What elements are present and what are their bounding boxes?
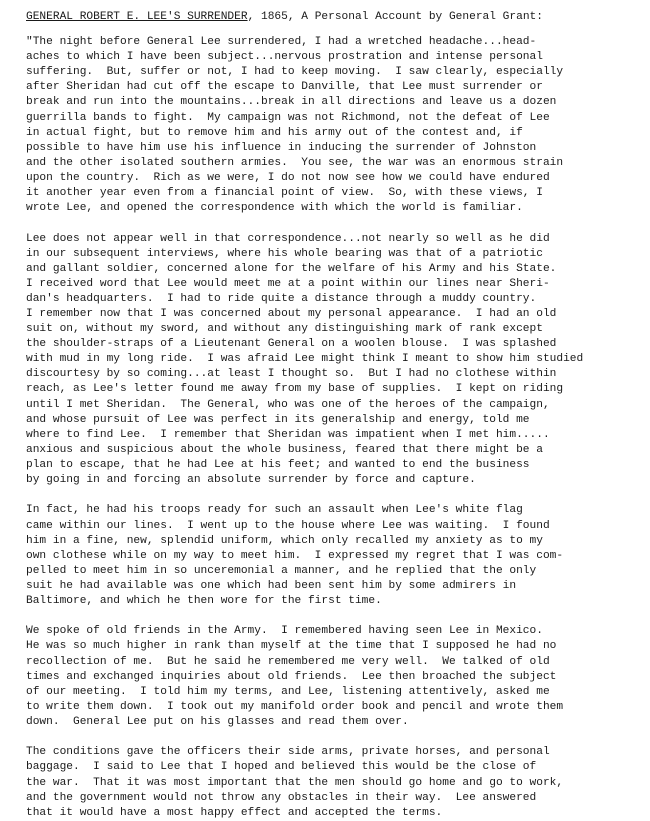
heading-subtitle: , 1865, A Personal Account by General Grant: xyxy=(247,11,543,23)
text-line: In fact, he had his troops ready for such an assault when Lee's white flag xyxy=(26,504,523,517)
text-line: Baltimore, and which he then wore for the first time. xyxy=(26,594,382,607)
document-body xyxy=(26,35,636,821)
text-line: possible to have him use his influence in inducing the surrender of Johnston xyxy=(26,141,537,154)
text-line: break and run into the mountains...break in all directions and leave us a dozen xyxy=(26,96,557,109)
text-line: pelled to meet him in so unceremonial a manner, and he replied that the only xyxy=(26,564,537,577)
text-line: and the government would not throw any obstacles in their way. Lee answered xyxy=(26,791,537,804)
text-line: aches to which I have been subject...nervous prostration and intense personal xyxy=(26,51,543,64)
text-line: suit on, without my sword, and without any distinguishing mark of rank except xyxy=(26,323,543,336)
text-line: reach, as Lee's letter found me away from my base of supplies. I kept on riding xyxy=(26,383,564,396)
text-line: dan's headquarters. I had to ride quite a distance through a muddy country. xyxy=(26,292,537,305)
text-line: that it would have a most happy effect and accepted the terms. xyxy=(26,806,443,819)
text-line: wrote Lee, and opened the correspondence with which the world is familiar. xyxy=(26,202,523,215)
paragraph xyxy=(26,745,636,820)
text-line: where to find Lee. I remember that Sheridan was impatient when I met him..... xyxy=(26,428,550,441)
text-line: came within our lines. I went up to the house where Lee was waiting. I found xyxy=(26,519,550,532)
text-line: We spoke of old friends in the Army. I remembered having seen Lee in Mexico. xyxy=(26,625,543,638)
text-line: and whose pursuit of Lee was perfect in its generalship and energy, told me xyxy=(26,413,530,426)
text-line: recollection of me. But he said he remembered me very well. We talked of old xyxy=(26,655,550,668)
text-line: and gallant soldier, concerned alone for the welfare of his Army and his State. xyxy=(26,262,557,275)
heading-title: GENERAL ROBERT E. LEE'S SURRENDER xyxy=(26,11,248,23)
text-line: I remember now that I was concerned about my personal appearance. I had an old xyxy=(26,307,557,320)
text-line: The conditions gave the officers their side arms, private horses, and personal xyxy=(26,746,550,759)
text-line: with mud in my long ride. I was afraid Lee might think I meant to show him studied xyxy=(26,353,584,366)
text-line: in our subsequent interviews, where his whole bearing was that of a patriotic xyxy=(26,247,543,260)
text-line: Lee does not appear well in that correspondence...not nearly so well as he did xyxy=(26,232,550,245)
text-line: baggage. I said to Lee that I hoped and believed this would be the close of xyxy=(26,761,537,774)
text-line: by going in and forcing an absolute surrender by force and capture. xyxy=(26,474,476,487)
text-line: "The night before General Lee surrendered, I had a wretched headache...head- xyxy=(26,36,537,49)
text-line: anxious and suspicious about the whole business, feared that there might be a xyxy=(26,443,543,456)
text-line: upon the country. Rich as we were, I do not now see how we could have endured xyxy=(26,171,550,184)
text-line: suffering. But, suffer or not, I had to keep moving. I saw clearly, especially xyxy=(26,66,564,79)
paragraph xyxy=(26,232,636,489)
paragraph xyxy=(26,503,636,609)
paragraph xyxy=(26,35,636,216)
document-heading xyxy=(26,10,636,25)
text-line: own clothese while on my way to meet him. I expressed my regret that I was com- xyxy=(26,549,564,562)
text-line: plan to escape, that he had Lee at his feet; and wanted to end the business xyxy=(26,458,530,471)
text-line: I received word that Lee would meet me at a point within our lines near Sheri- xyxy=(26,277,550,290)
text-line: in actual fight, but to remove him and his army out of the contest and, if xyxy=(26,126,523,139)
text-line: of our meeting. I told him my terms, and Lee, listening attentively, asked me xyxy=(26,685,550,698)
text-line: after Sheridan had cut off the escape to Danville, that Lee must surrender or xyxy=(26,81,543,94)
text-line: him in a fine, new, splendid uniform, which only recalled my anxiety as to my xyxy=(26,534,543,547)
text-line: discourtesy by so coming...at least I thought so. But I had no clothese within xyxy=(26,368,557,381)
text-line: to write them down. I took out my manifold order book and pencil and wrote them xyxy=(26,700,564,713)
text-line: suit he had available was one which had been sent him by some admirers in xyxy=(26,579,517,592)
text-line: the shoulder-straps of a Lieutenant General on a woolen blouse. I was splashed xyxy=(26,338,557,351)
text-line: the war. That it was most important that the men should go home and go to work, xyxy=(26,776,564,789)
paragraph xyxy=(26,624,636,730)
text-line: until I met Sheridan. The General, who was one of the heroes of the campaign, xyxy=(26,398,550,411)
text-line: down. General Lee put on his glasses and read them over. xyxy=(26,715,409,728)
text-line: it another year even from a financial point of view. So, with these views, I xyxy=(26,187,543,200)
text-line: and the other isolated southern armies. You see, the war was an enormous strain xyxy=(26,156,564,169)
text-line: times and exchanged inquiries about old friends. Lee then broached the subject xyxy=(26,670,557,683)
text-line: He was so much higher in rank than myself at the time that I supposed he had no xyxy=(26,640,557,653)
text-line: guerrilla bands to fight. My campaign was not Richmond, not the defeat of Lee xyxy=(26,111,550,124)
